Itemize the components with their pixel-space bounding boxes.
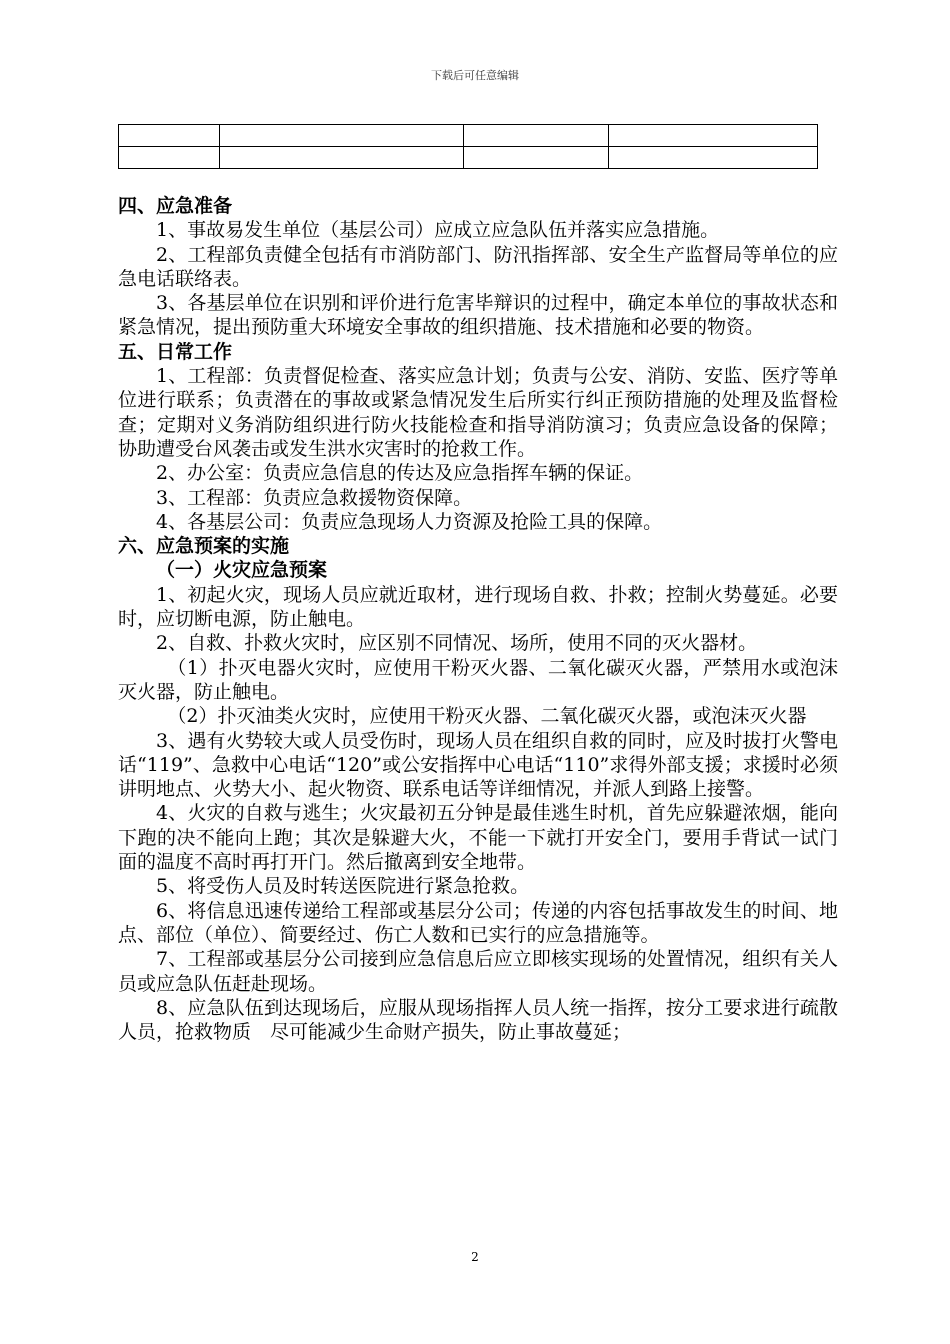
paragraph: 3、各基层单位在识别和评价进行危害毕辩识的过程中，确定本单位的事故状态和紧急情况，提出预防重大环境安全事故的组织措施、技术措施和必要的物资。 [118, 292, 838, 339]
subsection-heading: （一）火灾应急预案 [156, 559, 328, 582]
paragraph: 6、将信息迅速传递给工程部或基层分公司；传递的内容包括事故发生的时间、地点、部位（单位）、简要经过、伤亡人数和已实行的应急措施等。 [118, 899, 838, 946]
section-heading: 六、应急预案的实施 [118, 535, 290, 558]
table-cell [609, 125, 818, 147]
paragraph: 2、办公室：负责应急信息的传达及应急指挥车辆的保证。 [156, 462, 644, 485]
section-heading: 五、日常工作 [118, 340, 233, 363]
table-cell [464, 147, 609, 169]
table-cell [119, 125, 220, 147]
paragraph: 3、遇有火势较大或人员受伤时，现场人员在组织自救的同时，应及时拔打火警电话“119”、急救中心电话“120”或公安指挥中心电话“110”求得外部支援；求援时必须讲明地点、火势大小、起火物资、联系电话等详细情况，并派人到路上接警。 [118, 729, 838, 801]
paragraph: 1、工程部：负责督促检查、落实应急计划；负责与公安、消防、安监、医疗等单位进行联系；负责潜在的事故或紧急情况发生后所实行纠正预防措施的处理及监督检查；定期对义务消防组织进行防火技能检查和指导消防演习；负责应急设备的保障；协助遭受台风袭击或发生洪水灾害时的抢救工作。 [118, 365, 838, 460]
paragraph: 4、火灾的自救与逃生；火灾最初五分钟是最佳逃生时机，首先应躲避浓烟，能向下跑的决不能向上跑；其次是躲避大火，不能一下就打开安全门，要用手背试一试门面的温度不高时再打开门。然后撤离到安全地带。 [118, 802, 838, 874]
paragraph: 4、各基层公司：负责应急现场人力资源及抢险工具的保障。 [156, 510, 663, 533]
table-cell [220, 147, 464, 169]
paragraph: 8、应急队伍到达现场后，应服从现场指挥人员人统一指挥，按分工要求进行疏散人员，抢救物质 尽可能减少生命财产损失，防止事故蔓延； [118, 996, 838, 1044]
paragraph: 5、将受伤人员及时转送医院进行紧急抢救。 [156, 875, 530, 898]
paragraph: 3、工程部：负责应急救援物资保障。 [156, 486, 473, 509]
table-cell [220, 125, 464, 147]
paragraph: （1）扑灭电器火灾时，应使用干粉灭火器、二氧化碳灭火器，严禁用水或泡沫灭火器，防止触电。 [118, 656, 838, 703]
paragraph: 7、工程部或基层分公司接到应急信息后应立即核实现场的处置情况，组织有关人员或应急队伍赶赴现场。 [118, 948, 838, 995]
paragraph: 1、初起火灾，现场人员应就近取材，进行现场自救、扑救；控制火势蔓延。必要时，应切断电源，防止触电。 [118, 583, 838, 631]
section-heading: 四、应急准备 [118, 195, 233, 217]
table-cell [609, 147, 818, 169]
page-number: 2 [471, 1250, 479, 1264]
paragraph: 1、事故易发生单位（基层公司）应成立应急队伍并落实应急措施。 [156, 219, 720, 242]
document-body [118, 194, 838, 1044]
table-row [119, 147, 818, 169]
paragraph: 2、自救、扑救火灾时，应区别不同情况、场所，使用不同的灭火器材。 [156, 632, 758, 655]
table-cell [464, 125, 609, 147]
page-header: 下载后可任意编辑 [431, 69, 519, 82]
top-table [118, 124, 818, 169]
paragraph: （2）扑灭油类火灾时，应使用干粉灭火器、二氧化碳灭火器，或泡沫灭火器 [167, 705, 807, 728]
paragraph: 2、工程部负责健全包括有市消防部门、防汛指挥部、安全生产监督局等单位的应急电话联络表。 [118, 243, 838, 290]
table-cell [119, 147, 220, 169]
table-row [119, 125, 818, 147]
